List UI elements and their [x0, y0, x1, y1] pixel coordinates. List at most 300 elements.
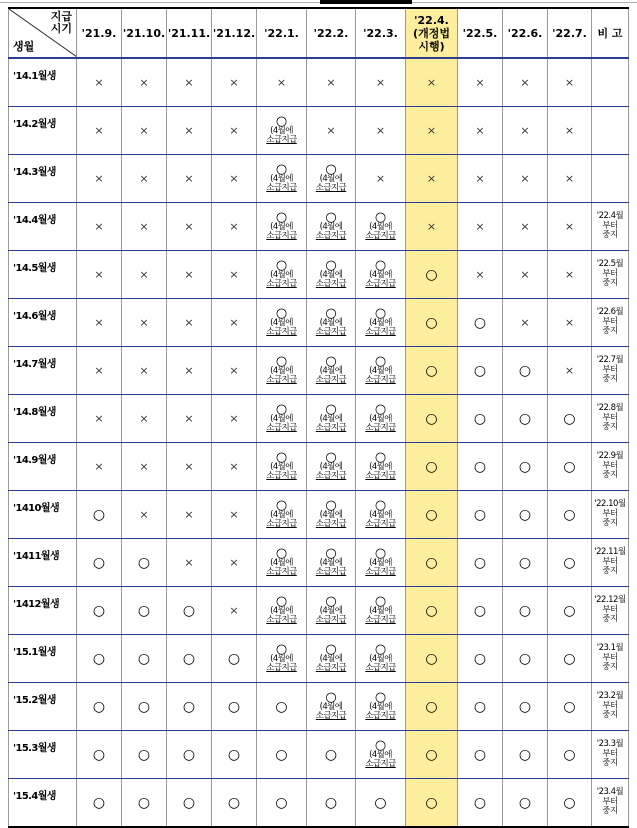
circle-mark: ○ — [275, 546, 288, 561]
x-mark: × — [139, 364, 149, 377]
retroactive-paid-mark — [257, 299, 307, 347]
table-body — [9, 58, 629, 827]
not-paid-mark — [167, 107, 212, 155]
x-mark: × — [229, 556, 239, 569]
x-mark: × — [184, 124, 194, 137]
retro-note-line1: (4월에 — [319, 174, 343, 184]
not-paid-mark — [212, 107, 257, 155]
retro-note-line1: (4월에 — [369, 750, 392, 760]
birth-month-label: '14.6월생 — [9, 299, 77, 347]
x-mark: × — [475, 172, 485, 185]
circle-mark: ○ — [425, 410, 438, 427]
not-paid-mark — [122, 491, 167, 539]
month-header: '21.12. — [212, 8, 257, 58]
remark-cell — [592, 155, 629, 203]
paid-mark — [503, 539, 548, 587]
circle-mark: ○ — [374, 306, 387, 321]
paid-mark — [503, 635, 548, 683]
retroactive-paid-mark — [257, 635, 307, 683]
retroactive-paid-mark — [307, 299, 356, 347]
retro-note-line1: (4월에 — [369, 270, 392, 280]
circle-mark: ○ — [275, 210, 288, 225]
x-mark: × — [520, 124, 530, 137]
x-mark: × — [475, 220, 485, 233]
paid-mark — [458, 443, 503, 491]
remark-line: 중지 — [602, 518, 618, 529]
x-mark: × — [184, 556, 194, 569]
top-rule-left — [0, 2, 320, 3]
paid-mark — [307, 779, 356, 828]
x-mark: × — [94, 364, 104, 377]
paid-mark — [406, 443, 458, 491]
circle-mark: ○ — [275, 746, 288, 763]
birth-month-label: '14.1월생 — [9, 58, 77, 107]
x-mark: × — [564, 364, 575, 377]
x-mark: × — [94, 460, 104, 473]
retro-note-line2: 소급지급 — [365, 231, 396, 241]
paid-mark — [122, 779, 167, 828]
circle-mark: ○ — [563, 458, 576, 475]
circle-mark: ○ — [325, 354, 337, 369]
retroactive-paid-mark — [307, 203, 356, 251]
circle-mark: ○ — [325, 642, 337, 657]
x-mark: × — [184, 316, 194, 329]
not-paid-mark — [77, 347, 122, 395]
circle-mark: ○ — [518, 602, 532, 619]
retro-note-line1: (4월에 — [270, 126, 293, 136]
retro-note-line2: 소급지급 — [266, 423, 297, 433]
circle-mark: ○ — [227, 746, 241, 763]
x-mark: × — [426, 220, 437, 233]
not-paid-mark — [212, 203, 257, 251]
retro-note-line2: 소급지급 — [315, 519, 347, 529]
retro-note-line2: 소급지급 — [266, 471, 297, 481]
not-paid-mark — [458, 203, 503, 251]
paid-mark — [77, 635, 122, 683]
not-paid-mark — [77, 299, 122, 347]
paid-mark — [167, 683, 212, 731]
birth-month-label: '14.8월생 — [9, 395, 77, 443]
remark-line: 부터 — [602, 268, 618, 279]
paid-mark — [167, 635, 212, 683]
corner-header-top — [51, 11, 72, 35]
not-paid-mark — [356, 58, 406, 107]
x-mark: × — [375, 172, 386, 185]
paid-mark — [257, 779, 307, 828]
month-header: '21.10. — [122, 8, 167, 58]
retro-note-line1: (4월에 — [270, 174, 293, 184]
paid-mark — [167, 587, 212, 635]
paid-mark — [458, 539, 503, 587]
not-paid-mark — [212, 58, 257, 107]
table-row — [9, 107, 629, 155]
circle-mark: ○ — [563, 506, 576, 523]
retro-note-line2: 소급지급 — [365, 471, 396, 481]
retro-note-line2: 소급지급 — [365, 711, 396, 721]
not-paid-mark — [122, 203, 167, 251]
circle-mark: ○ — [374, 258, 387, 273]
circle-mark: ○ — [563, 410, 576, 427]
x-mark: × — [426, 76, 437, 89]
circle-mark: ○ — [275, 794, 288, 811]
table-row — [9, 635, 629, 683]
paid-mark — [406, 635, 458, 683]
retroactive-paid-mark — [257, 347, 307, 395]
not-paid-mark — [167, 491, 212, 539]
remark-line: 중지 — [602, 758, 618, 769]
circle-mark: ○ — [275, 258, 288, 273]
circle-mark: ○ — [182, 698, 196, 715]
retroactive-paid-mark — [257, 107, 307, 155]
retroactive-paid-mark — [307, 683, 356, 731]
paid-mark — [122, 635, 167, 683]
x-mark: × — [564, 124, 575, 137]
x-mark: × — [475, 268, 485, 281]
remark-line: 중지 — [602, 326, 618, 337]
remark-cell — [592, 635, 629, 683]
circle-mark: ○ — [374, 690, 387, 705]
remark-cell — [592, 107, 629, 155]
paid-mark — [122, 587, 167, 635]
paid-mark — [503, 491, 548, 539]
retroactive-paid-mark — [356, 251, 406, 299]
x-mark: × — [229, 76, 239, 89]
retroactive-paid-mark — [307, 251, 356, 299]
table-row — [9, 683, 629, 731]
retro-note-line2: 소급지급 — [315, 279, 347, 289]
retro-note-line2: 소급지급 — [315, 615, 347, 625]
remark-line: '23.3월 — [596, 739, 624, 750]
remark-line: 부터 — [602, 508, 618, 519]
not-paid-mark — [406, 155, 458, 203]
not-paid-mark — [212, 395, 257, 443]
circle-mark: ○ — [92, 650, 106, 667]
paid-mark — [406, 395, 458, 443]
month-header: '22.2. — [307, 8, 356, 58]
paid-mark — [406, 683, 458, 731]
paid-mark — [77, 731, 122, 779]
paid-mark — [167, 779, 212, 828]
table-row — [9, 347, 629, 395]
retroactive-paid-mark — [356, 395, 406, 443]
circle-mark: ○ — [473, 602, 487, 619]
circle-mark: ○ — [374, 794, 387, 811]
circle-mark: ○ — [227, 650, 241, 667]
table-row — [9, 539, 629, 587]
retro-note-line2: 소급지급 — [266, 135, 297, 145]
circle-mark: ○ — [473, 554, 487, 571]
retro-note-line2: 소급지급 — [266, 327, 297, 337]
x-mark: × — [184, 76, 194, 89]
x-mark: × — [139, 412, 149, 425]
circle-mark: ○ — [374, 210, 387, 225]
circle-mark: ○ — [275, 698, 288, 715]
retro-note-line1: (4월에 — [270, 462, 293, 472]
not-paid-mark — [503, 107, 548, 155]
not-paid-mark — [167, 251, 212, 299]
paid-mark — [356, 779, 406, 828]
remark-line: 부터 — [602, 604, 618, 615]
circle-mark: ○ — [92, 698, 106, 715]
circle-mark: ○ — [92, 554, 106, 571]
retro-note-line1: (4월에 — [270, 606, 293, 616]
retro-note-line2: 소급지급 — [365, 759, 396, 769]
retroactive-paid-mark — [307, 587, 356, 635]
not-paid-mark — [122, 347, 167, 395]
x-mark: × — [139, 76, 149, 89]
circle-mark: ○ — [473, 458, 487, 475]
circle-mark: ○ — [324, 746, 338, 763]
not-paid-mark — [212, 587, 257, 635]
circle-mark: ○ — [473, 650, 487, 667]
not-paid-mark — [548, 347, 592, 395]
retro-note-line2: 소급지급 — [266, 183, 297, 193]
remark-cell — [592, 587, 629, 635]
circle-mark: ○ — [425, 698, 438, 715]
paid-mark — [548, 539, 592, 587]
not-paid-mark — [167, 539, 212, 587]
not-paid-mark — [167, 395, 212, 443]
paid-mark — [406, 491, 458, 539]
x-mark: × — [139, 172, 149, 185]
not-paid-mark — [77, 58, 122, 107]
remark-line: '22.7월 — [596, 355, 624, 366]
circle-mark: ○ — [473, 362, 487, 379]
circle-mark: ○ — [92, 602, 106, 619]
not-paid-mark — [212, 299, 257, 347]
month-header: '21.9. — [77, 8, 122, 58]
paid-mark — [406, 587, 458, 635]
x-mark: × — [229, 604, 239, 617]
retro-note-line1: (4월에 — [270, 318, 293, 328]
remark-line: 중지 — [602, 230, 618, 241]
circle-mark: ○ — [137, 602, 151, 619]
circle-mark: ○ — [563, 746, 576, 763]
circle-mark: ○ — [518, 410, 532, 427]
remark-cell — [592, 683, 629, 731]
remarks-header: 비 고 — [592, 8, 629, 58]
retro-note-line1: (4월에 — [319, 270, 343, 280]
paid-mark — [77, 491, 122, 539]
not-paid-mark — [167, 203, 212, 251]
birth-month-label: '14.4월생 — [9, 203, 77, 251]
x-mark: × — [229, 172, 239, 185]
remark-line: 부터 — [602, 364, 618, 375]
paid-mark — [122, 539, 167, 587]
retro-note-line2: 소급지급 — [315, 327, 347, 337]
not-paid-mark — [77, 107, 122, 155]
x-mark: × — [520, 316, 530, 329]
table-row — [9, 203, 629, 251]
retro-note-line2: 소급지급 — [365, 567, 396, 577]
remark-line: 부터 — [602, 700, 618, 711]
retro-note-line1: (4월에 — [369, 222, 392, 232]
not-paid-mark — [503, 251, 548, 299]
birth-month-label: '14.9월생 — [9, 443, 77, 491]
retro-note-line2: 소급지급 — [315, 567, 347, 577]
table-row — [9, 491, 629, 539]
x-mark: × — [520, 268, 530, 281]
circle-mark: ○ — [473, 410, 487, 427]
retroactive-paid-mark — [356, 347, 406, 395]
x-mark: × — [520, 172, 530, 185]
paid-mark — [503, 443, 548, 491]
x-mark: × — [94, 316, 104, 329]
x-mark: × — [475, 124, 485, 137]
paid-mark — [503, 587, 548, 635]
not-paid-mark — [548, 299, 592, 347]
remark-line: '22.11월 — [594, 547, 626, 558]
remark-cell — [592, 347, 629, 395]
not-paid-mark — [548, 58, 592, 107]
remark-line: 중지 — [602, 566, 618, 577]
table-row — [9, 731, 629, 779]
x-mark: × — [184, 364, 194, 377]
retro-note-line1: (4월에 — [319, 606, 343, 616]
not-paid-mark — [257, 58, 307, 107]
not-paid-mark — [548, 107, 592, 155]
paid-mark — [406, 299, 458, 347]
not-paid-mark — [167, 58, 212, 107]
circle-mark: ○ — [374, 594, 387, 609]
paid-mark — [503, 347, 548, 395]
month-header: '22.1. — [257, 8, 307, 58]
corner-top-line2: 시기 — [50, 22, 72, 35]
remark-line: 중지 — [602, 662, 618, 673]
paid-mark — [458, 635, 503, 683]
x-mark: × — [564, 268, 575, 281]
retro-note-line1: (4월에 — [270, 558, 293, 568]
not-paid-mark — [77, 395, 122, 443]
circle-mark: ○ — [425, 602, 438, 619]
circle-mark: ○ — [325, 210, 337, 225]
paid-mark — [122, 731, 167, 779]
x-mark: × — [184, 220, 194, 233]
paid-mark — [77, 683, 122, 731]
retroactive-paid-mark — [356, 203, 406, 251]
retroactive-paid-mark — [257, 395, 307, 443]
not-paid-mark — [122, 443, 167, 491]
circle-mark: ○ — [137, 554, 151, 571]
paid-mark — [503, 395, 548, 443]
not-paid-mark — [212, 539, 257, 587]
circle-mark: ○ — [137, 650, 151, 667]
retroactive-paid-mark — [356, 491, 406, 539]
birth-month-label: '1412월생 — [9, 587, 77, 635]
remark-line: 중지 — [602, 614, 618, 625]
retroactive-paid-mark — [257, 491, 307, 539]
circle-mark: ○ — [137, 794, 151, 811]
paid-mark — [406, 539, 458, 587]
retro-note-line2: 소급지급 — [315, 375, 347, 385]
table-row — [9, 251, 629, 299]
circle-mark: ○ — [425, 554, 438, 571]
x-mark: × — [94, 268, 104, 281]
circle-mark: ○ — [518, 794, 532, 811]
x-mark: × — [229, 268, 239, 281]
retro-note-line1: (4월에 — [319, 462, 343, 472]
circle-mark: ○ — [324, 794, 338, 811]
x-mark: × — [229, 124, 239, 137]
not-paid-mark — [212, 251, 257, 299]
remark-cell — [592, 491, 629, 539]
paid-mark — [503, 779, 548, 828]
circle-mark: ○ — [425, 314, 438, 331]
x-mark: × — [375, 76, 386, 89]
not-paid-mark — [503, 58, 548, 107]
retro-note-line1: (4월에 — [270, 654, 293, 664]
month-header-law-effective: '22.4. (개정법 시행) — [406, 8, 458, 58]
retro-note-line1: (4월에 — [319, 558, 343, 568]
remark-cell — [592, 443, 629, 491]
paid-mark — [458, 779, 503, 828]
paid-mark — [458, 587, 503, 635]
remark-line: 부터 — [602, 460, 618, 471]
not-paid-mark — [548, 155, 592, 203]
circle-mark: ○ — [518, 362, 532, 379]
paid-mark — [212, 731, 257, 779]
not-paid-mark — [77, 203, 122, 251]
circle-mark: ○ — [325, 402, 337, 417]
remark-line: 부터 — [602, 412, 618, 423]
circle-mark: ○ — [518, 458, 532, 475]
retro-note-line2: 소급지급 — [365, 519, 396, 529]
birth-month-label: '15.1월생 — [9, 635, 77, 683]
retro-note-line2: 소급지급 — [365, 375, 396, 385]
paid-mark — [77, 587, 122, 635]
circle-mark: ○ — [518, 746, 532, 763]
birth-month-label: '1411월생 — [9, 539, 77, 587]
retroactive-paid-mark — [257, 587, 307, 635]
remark-line: '22.9월 — [596, 451, 624, 462]
x-mark: × — [139, 508, 149, 521]
paid-mark — [458, 347, 503, 395]
circle-mark: ○ — [563, 794, 576, 811]
circle-mark: ○ — [325, 546, 337, 561]
paid-mark — [503, 731, 548, 779]
paid-mark — [548, 779, 592, 828]
remark-line: '23.2월 — [596, 691, 624, 702]
x-mark: × — [139, 268, 149, 281]
retroactive-paid-mark — [356, 443, 406, 491]
circle-mark: ○ — [275, 450, 288, 465]
header-row — [9, 8, 629, 58]
circle-mark: ○ — [92, 746, 106, 763]
birth-month-label: '1410월생 — [9, 491, 77, 539]
x-mark: × — [564, 76, 575, 89]
paid-mark — [458, 491, 503, 539]
x-mark: × — [229, 364, 239, 377]
not-paid-mark — [167, 299, 212, 347]
x-mark: × — [184, 508, 194, 521]
retroactive-paid-mark — [257, 539, 307, 587]
not-paid-mark — [458, 58, 503, 107]
not-paid-mark — [167, 347, 212, 395]
remark-line: 부터 — [602, 796, 618, 807]
circle-mark: ○ — [473, 746, 487, 763]
not-paid-mark — [458, 251, 503, 299]
retro-note-line2: 소급지급 — [365, 327, 396, 337]
paid-mark — [212, 635, 257, 683]
retro-note-line1: (4월에 — [369, 462, 392, 472]
paid-mark — [406, 251, 458, 299]
retro-note-line2: 소급지급 — [266, 663, 297, 673]
retroactive-paid-mark — [307, 491, 356, 539]
not-paid-mark — [458, 107, 503, 155]
not-paid-mark — [307, 58, 356, 107]
remark-line: 부터 — [602, 220, 618, 231]
retroactive-paid-mark — [356, 299, 406, 347]
